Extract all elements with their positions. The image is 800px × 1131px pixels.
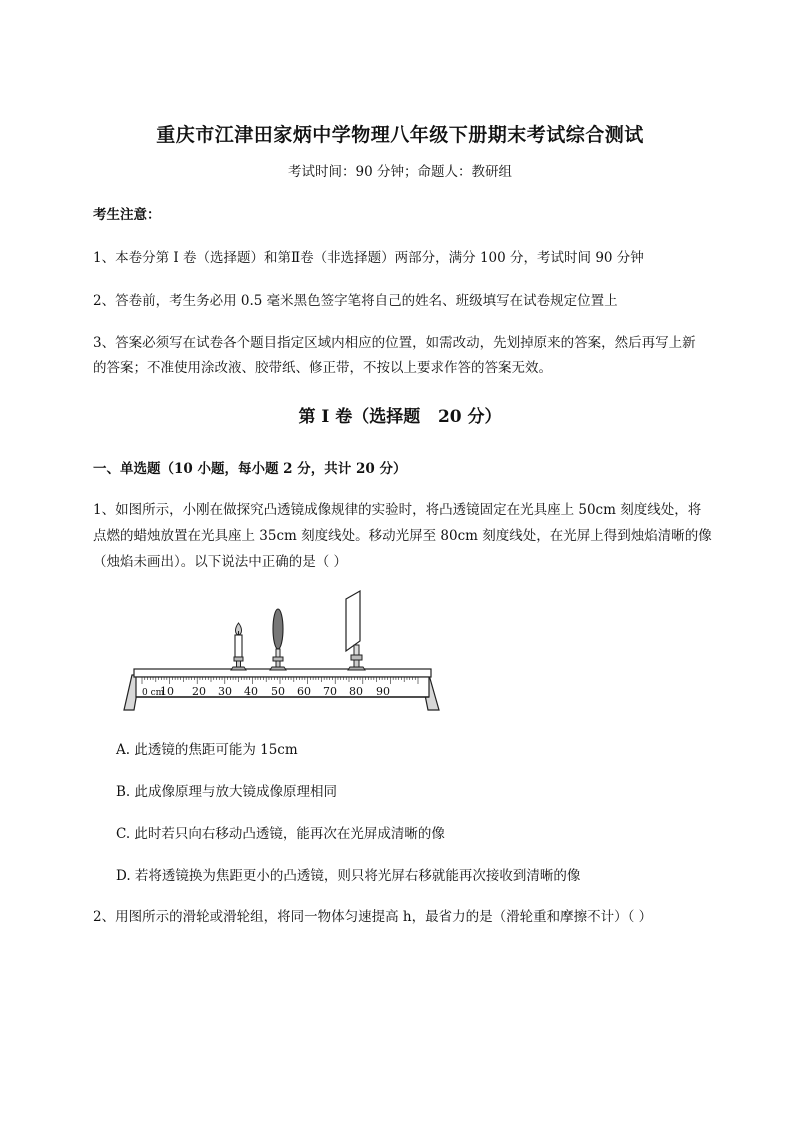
tick-label-60: 60 — [297, 685, 311, 698]
question-1-line-1: 1、如图所示，小刚在做探究凸透镜成像规律的实验时，将凸透镜固定在光具座上 50cm 刻度线处，将 — [93, 502, 702, 518]
question-1-line-3: （烛焰未画出）。以下说法中正确的是（ ） — [93, 554, 348, 570]
part-heading: 一、单选题（10 小题，每小题 2 分，共计 20 分） — [93, 461, 407, 477]
question-1-line-2: 点燃的蜡烛放置在光具座上 35cm 刻度线处。移动光屏至 80cm 刻度线处，在光屏上得到烛焰清晰的像 — [93, 528, 712, 544]
section-title: 第 I 卷（选择题 20 分） — [298, 407, 502, 427]
optical-bench-figure — [118, 585, 448, 720]
question-1-option-c: C. 此时若只向右移动凸透镜，能再次在光屏成清晰的像 — [116, 826, 445, 842]
convex-lens — [270, 609, 286, 670]
question-1-option-a: A. 此透镜的焦距可能为 15cm — [116, 742, 298, 758]
tick-label-10: 10 — [160, 685, 174, 698]
tick-label-30: 30 — [218, 685, 232, 698]
tick-label-20: 20 — [192, 685, 206, 698]
notice-heading: 考生注意： — [93, 207, 161, 223]
question-1-option-b: B. 此成像原理与放大镜成像原理相同 — [116, 784, 338, 800]
page-title: 重庆市江津田家炳中学物理八年级下册期末考试综合测试 — [156, 124, 644, 146]
notice-item-3-continued: 的答案；不准使用涂改液、胶带纸、修正带，不按以上要求作答的答案无效。 — [93, 360, 552, 376]
candle — [231, 623, 246, 670]
scale-zero-label: 0 cm — [142, 688, 165, 698]
tick-label-80: 80 — [349, 685, 363, 698]
tick-label-90: 90 — [376, 685, 390, 698]
question-1-option-d: D. 若将透镜换为焦距更小的凸透镜，则只将光屏右移就能再次接收到清晰的像 — [116, 868, 581, 884]
notice-item-2: 2、答卷前，考生务必用 0.5 毫米黑色签字笔将自己的姓名、班级填写在试卷规定位置上 — [93, 293, 618, 309]
notice-item-3: 3、答案必须写在试卷各个题目指定区域内相应的位置，如需改动，先划掉原来的答案，然后再写上新 — [93, 335, 696, 351]
question-2-line-1: 2、用图所示的滑轮或滑轮组，将同一物体匀速提高 h，最省力的是（滑轮重和摩擦不计）（ ） — [93, 909, 653, 925]
tick-label-40: 40 — [244, 685, 258, 698]
light-screen — [346, 591, 365, 670]
tick-label-70: 70 — [323, 685, 337, 698]
exam-info: 考试时间：90 分钟；命题人：教研组 — [288, 164, 512, 180]
tick-label-50: 50 — [271, 685, 285, 698]
notice-item-1: 1、本卷分第 I 卷（选择题）和第Ⅱ卷（非选择题）两部分，满分 100 分，考试时间 90 分钟 — [93, 250, 644, 266]
